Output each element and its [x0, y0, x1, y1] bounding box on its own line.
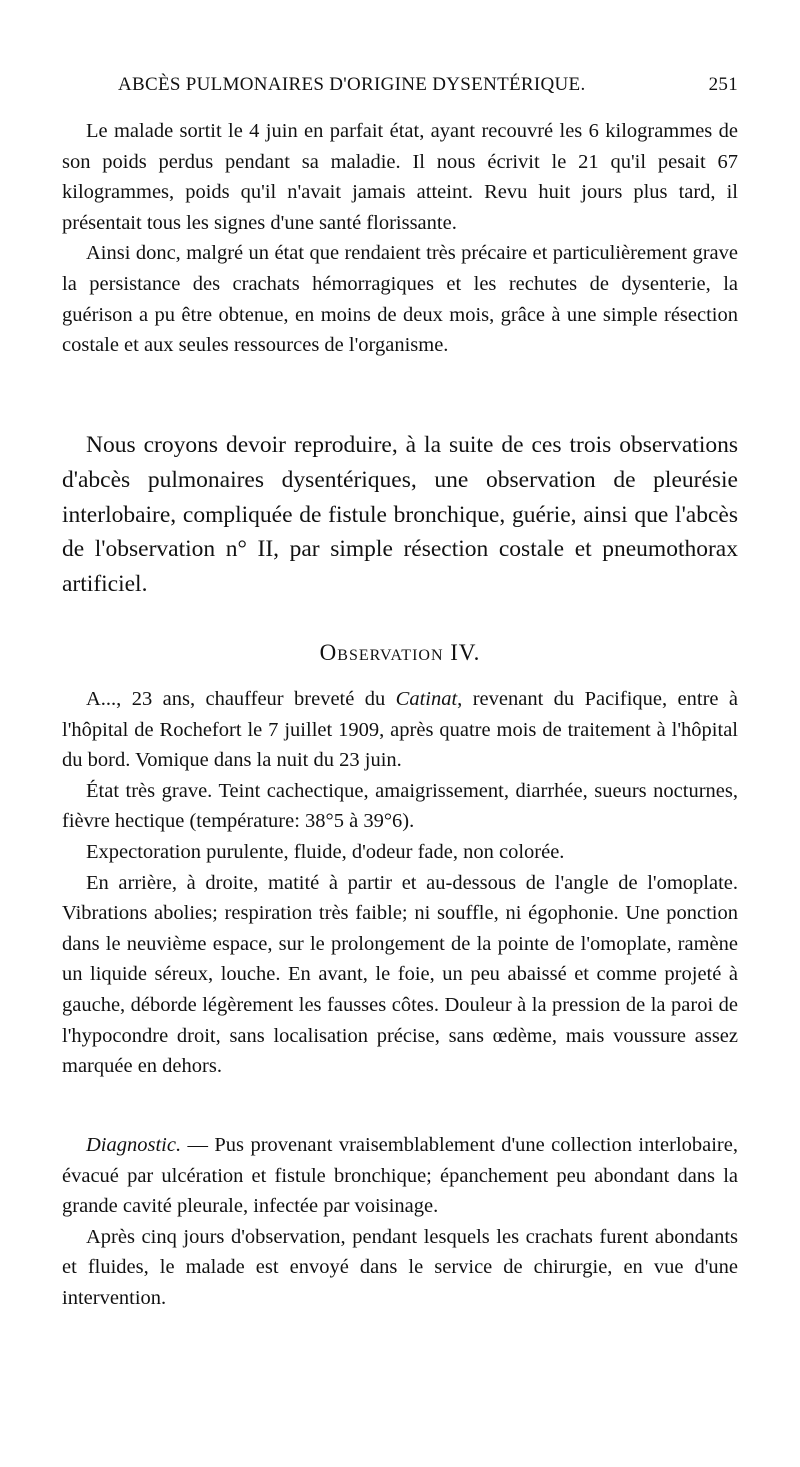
closing-paragraphs: [62, 116, 738, 361]
paragraph-expectoration: Expectoration purulente, fluide, d'odeur fade, non colorée.: [86, 840, 565, 863]
paragraph-intro: Nous croyons devoir reproduire, à la suite de ces trois observations d'abcès pulmonaires dysentériques, une observation de pleurésie interlobaire, compliquée de fistule bronchique, guérie, ainsi que l'abcès de l'observation n° II, par simple résection costale et pneumothorax artificiel.: [62, 432, 738, 598]
paragraph-conclusion: Ainsi donc, malgré un état que rendaient très précaire et particulièrement grave la persistance des crachats hémorragiques et les rechutes de dysenterie, la guérison a pu être obtenue, en moins de deux mois, grâce à une simple résection costale et aux seules ressources de l'organisme.: [62, 242, 738, 357]
diagnosis-block: [62, 1130, 738, 1314]
ship-name: Catinat: [395, 688, 458, 710]
page-number: 251: [708, 74, 738, 95]
paragraph-diagnosis: [62, 1130, 738, 1222]
paragraph-discharge: Le malade sortit le 4 juin en parfait état, ayant recouvré les 6 kilogrammes de son poids perdus pendant sa maladie. Il nous écrivit le 21 qu'il pesait 67 kilogrammes, poids qu'il n'avait jamais atteint. Revu huit jours plus tard, il présentait tous les signes d'une santé florissante.: [62, 120, 738, 234]
running-header: [118, 74, 738, 104]
paragraph-admission: [62, 684, 738, 776]
admission-text-start: A..., 23 ans, chauffeur breveté du: [86, 688, 396, 710]
observation-heading: [0, 640, 800, 666]
diagnosis-label: Diagnostic.: [86, 1134, 182, 1156]
running-title: ABCÈS PULMONAIRES D'ORIGINE DYSENTÉRIQUE.: [118, 74, 586, 95]
paragraph-examination: En arrière, à droite, matité à partir et au-dessous de l'angle de l'omoplate. Vibrations abolies; respiration très faible; ni souffle, ni égophonie. Une ponction dans le neuvième espace, sur le prolongement de la pointe de l'omoplate, ramène un liquide séreux, louche. En avant, le foie, un peu abaissé et comme projeté à gauche, déborde légèrement les fausses côtes. Douleur à la pression de la paroi de l'hypocondre droit, sans localisation précise, sans œdème, mais voussure assez marquée en dehors.: [62, 871, 738, 1078]
admission-text-end: , revenant du Pacifique, entre à l'hôpital de Rochefort le 7 juillet 1909, après quatre mois de traitement à l'hôpital du bord. Vomique dans la nuit du 23 juin.: [62, 688, 738, 772]
observation-body: [62, 684, 738, 1082]
paragraph-transfer: Après cinq jours d'observation, pendant lesquels les crachats furent abondants et fluides, le malade est envoyé dans le service de chirurgie, en vue d'une intervention.: [62, 1225, 738, 1309]
observation-numeral: IV.: [450, 640, 481, 665]
observation-label: Observation: [319, 640, 444, 665]
intro-block: [62, 428, 738, 602]
diagnosis-text: — Pus provenant vraisemblablement d'une collection interlobaire, évacué par ulcération et fistule bronchique; épanchement peu abondant dans la grande cavité pleurale, infectée par voisinage.: [62, 1134, 738, 1218]
paragraph-state: État très grave. Teint cachectique, amaigrissement, diarrhée, sueurs nocturnes, fièvre hectique (température: 38°5 à 39°6).: [62, 779, 738, 833]
